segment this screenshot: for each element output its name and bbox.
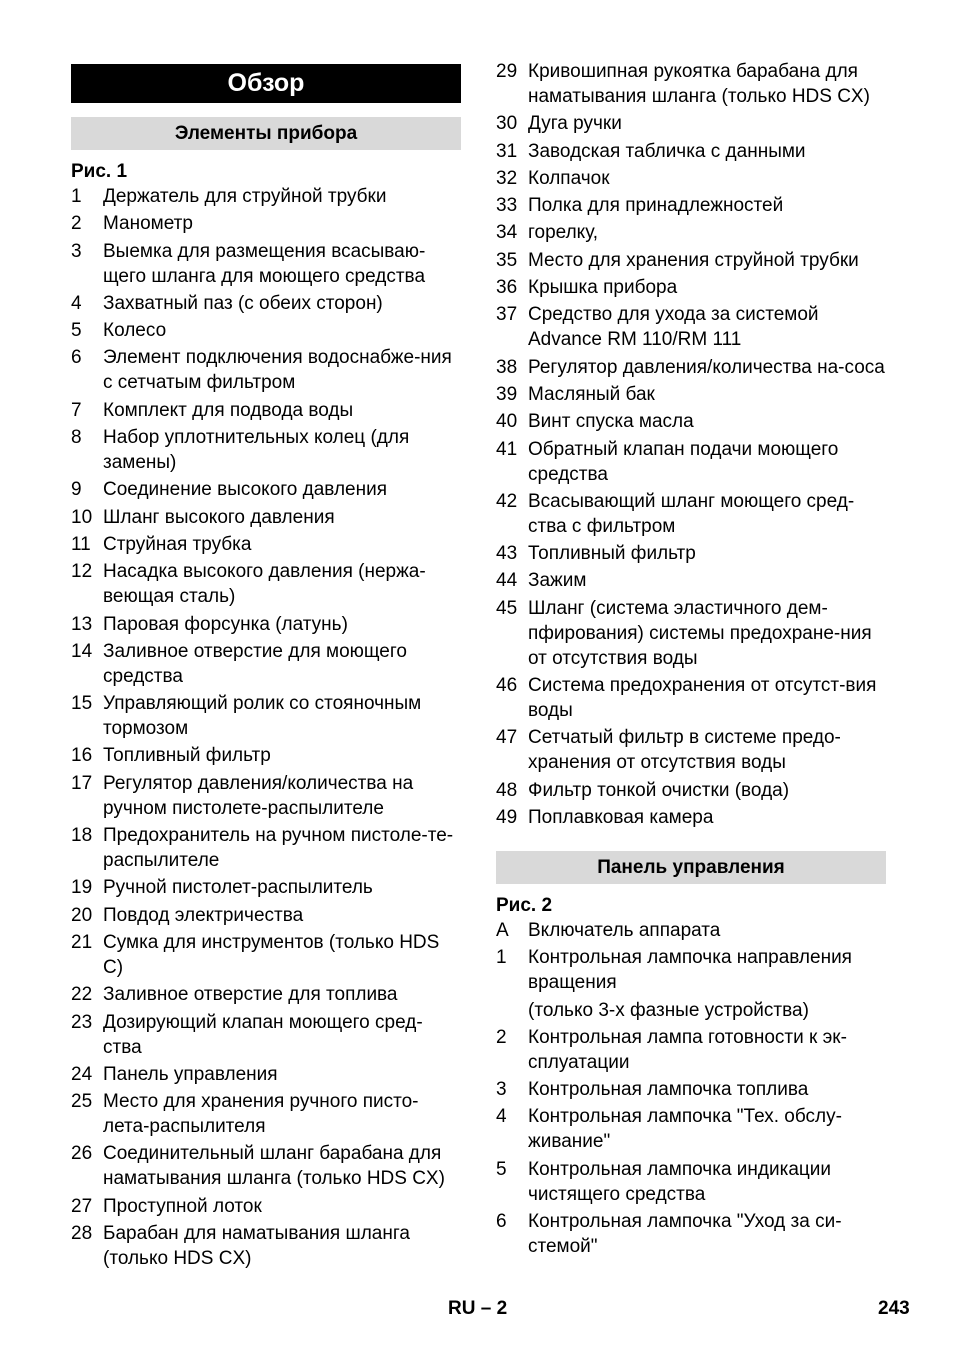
item-number: 8 [71, 427, 82, 449]
item-text: Место для хранения ручного писто-лета-распылителя [103, 1091, 419, 1138]
item-text: Ручной пистолет-распылитель [103, 877, 373, 899]
list-item [496, 437, 886, 487]
item-text: Поплавковая камера [528, 806, 714, 828]
list-item [71, 743, 461, 768]
item-number: 21 [71, 931, 93, 953]
item-number: 43 [496, 543, 518, 565]
list-item [71, 559, 461, 609]
item-number: 38 [496, 356, 518, 378]
list-item [71, 345, 461, 395]
item-number: 34 [496, 222, 518, 244]
list-item [496, 302, 886, 352]
item-number: 7 [71, 399, 82, 421]
list-item [496, 805, 886, 830]
item-text: Управляющий ролик со стояночным тормозом [103, 693, 422, 740]
section-heading-control-panel: Панель управления [496, 851, 886, 884]
item-text: (только 3-х фазные устройства) [528, 999, 809, 1021]
list-item [71, 318, 461, 343]
item-text: Шланг (система эластичного дем-пфирования) системы предохране-ния от отсутствия воды [528, 597, 872, 669]
item-number: 23 [71, 1011, 93, 1033]
footer-section: RU – 2 [448, 1298, 508, 1319]
item-text: Насадка высокого давления (нержа-веющая сталь) [103, 561, 426, 608]
item-number: 37 [496, 304, 518, 326]
list-item [496, 166, 886, 191]
item-number: 2 [496, 1026, 507, 1048]
item-text: Барабан для наматывания шланга (только HDS CX) [103, 1223, 410, 1270]
item-number: 15 [71, 693, 93, 715]
list-item [496, 489, 886, 539]
list-item [71, 184, 461, 209]
item-text: Зажим [528, 570, 587, 592]
page-title: Обзор [71, 64, 461, 103]
item-number: 32 [496, 167, 518, 189]
list-item [71, 612, 461, 637]
list-item [496, 409, 886, 434]
item-text: Заливное отверстие для моющего средства [103, 640, 407, 687]
list-item [71, 425, 461, 475]
item-number: 4 [496, 1106, 507, 1128]
list-item [71, 1089, 461, 1139]
item-number: 22 [71, 984, 93, 1006]
list-item [496, 111, 886, 136]
list-item [71, 1010, 461, 1060]
item-text: Шланг высокого давления [103, 506, 335, 528]
list-item [71, 823, 461, 873]
list-item [496, 596, 886, 671]
list-item [496, 778, 886, 803]
item-text: Заливное отверстие для топлива [103, 984, 398, 1006]
item-number: 4 [71, 292, 82, 314]
list-item [496, 541, 886, 566]
list-item [71, 291, 461, 316]
item-number: 41 [496, 438, 518, 460]
item-text: Кривошипная рукоятка барабана для наматывания шланга (только HDS CX) [528, 61, 870, 107]
item-text: Регулятор давления/количества на-соса [528, 356, 885, 378]
item-number: 27 [71, 1195, 93, 1217]
item-number: 12 [71, 561, 93, 583]
item-text: Крышка прибора [528, 277, 678, 299]
item-number: 40 [496, 411, 518, 433]
item-number: 29 [496, 61, 518, 82]
item-number: 24 [71, 1063, 93, 1085]
item-text: Соединительный шланг барабана для наматывания шланга (только HDS CX) [103, 1143, 445, 1190]
item-text: Контрольная лампочка индикации чистящего средства [528, 1158, 831, 1205]
item-number: 1 [496, 947, 507, 969]
item-text: Регулятор давления/количества на ручном пистолете-распылителе [103, 772, 414, 819]
item-number: 11 [71, 533, 91, 555]
item-text: Масляный бак [528, 383, 655, 405]
item-text: Повдод электричества [103, 904, 304, 926]
list-item [496, 945, 886, 995]
item-text: Предохранитель на ручном пистоле-те-распылителе [103, 825, 454, 872]
list-item [496, 59, 886, 109]
item-text: Полка для принадлежностей [528, 195, 784, 217]
item-number: 18 [71, 825, 93, 847]
list-item [496, 220, 886, 245]
list-item [71, 930, 461, 980]
item-text: Фильтр тонкой очистки (вода) [528, 779, 790, 801]
item-text: Топливный фильтр [103, 745, 271, 767]
list-item [496, 1104, 886, 1154]
page-number: 243 [878, 1298, 910, 1319]
item-number: 6 [496, 1211, 507, 1233]
item-number: 17 [71, 772, 93, 794]
item-number: 6 [71, 347, 82, 369]
list-item [71, 639, 461, 689]
item-text: Контрольная лампочка направления вращения [528, 947, 852, 994]
item-number: 13 [71, 613, 93, 635]
item-text: Заводская табличка с данными [528, 140, 806, 162]
figure-label-1: Рис. 1 [71, 161, 128, 182]
list-item [496, 355, 886, 380]
item-text: Топливный фильтр [528, 543, 696, 565]
item-text: Манометр [103, 213, 193, 235]
list-item [71, 771, 461, 821]
item-number: 39 [496, 383, 518, 405]
list-item [496, 193, 886, 218]
item-number: 33 [496, 195, 518, 217]
item-number: 20 [71, 904, 93, 926]
list-item [496, 673, 886, 723]
list-item [71, 532, 461, 557]
item-text: Обратный клапан подачи моющего средства [528, 438, 839, 485]
list-item [496, 568, 886, 593]
item-text: Панель управления [103, 1063, 278, 1085]
item-number: 45 [496, 597, 518, 619]
item-text: Контрольная лампочка топлива [528, 1079, 809, 1101]
list-item [496, 725, 886, 775]
item-text: Соединение высокого давления [103, 479, 387, 501]
item-number: 26 [71, 1143, 93, 1165]
item-text: Держатель для струйной трубки [103, 186, 387, 207]
item-number: 2 [71, 213, 82, 235]
item-number: 3 [496, 1079, 507, 1101]
item-text: Выемка для размещения всасываю-щего шланга для моющего средства [103, 240, 426, 287]
item-number: 44 [496, 570, 518, 592]
list-item [496, 998, 886, 1023]
item-number: 5 [496, 1158, 507, 1180]
item-text: Система предохранения от отсутст-вия воды [528, 675, 877, 722]
item-text: Контрольная лампочка "Тех. обслу-живание" [528, 1106, 842, 1153]
item-text: Средство для ухода за системой Advance RM 110/RM 111 [528, 304, 819, 351]
list-item [496, 1157, 886, 1207]
item-number: 46 [496, 675, 518, 697]
list-item [496, 1025, 886, 1075]
item-number: 49 [496, 806, 518, 828]
item-text: Набор уплотнительных колец (для замены) [103, 427, 410, 474]
item-number: 14 [71, 640, 93, 662]
list-item [71, 505, 461, 530]
list-item [71, 1221, 461, 1271]
item-text: Элемент подключения водоснабже-ния с сетчатым фильтром [103, 347, 452, 394]
item-number: 5 [71, 320, 82, 342]
item-text: Паровая форсунка (латунь) [103, 613, 348, 635]
device-elements-list-continued [496, 59, 886, 832]
list-item [496, 382, 886, 407]
item-number: 31 [496, 140, 518, 162]
list-item [496, 918, 886, 943]
item-text: Контрольная лампа готовности к эк-сплуатации [528, 1026, 847, 1073]
item-number: 48 [496, 779, 518, 801]
item-text: Сетчатый фильтр в системе предо-хранения от отсутствия воды [528, 727, 841, 774]
item-text: Комплект для подвода воды [103, 399, 354, 421]
item-text: Место для хранения струйной трубки [528, 249, 859, 271]
list-item [71, 1141, 461, 1191]
list-item [71, 982, 461, 1007]
list-item [71, 398, 461, 423]
item-number: 25 [71, 1091, 93, 1113]
device-elements-list [71, 184, 461, 1273]
item-number: 10 [71, 506, 93, 528]
item-text: Винт спуска масла [528, 411, 694, 433]
list-item [496, 248, 886, 273]
list-item [496, 139, 886, 164]
item-number: A [496, 920, 509, 941]
list-item [71, 477, 461, 502]
item-text: Колпачок [528, 167, 610, 189]
list-item [496, 275, 886, 300]
list-item [71, 1062, 461, 1087]
list-item [71, 875, 461, 900]
item-number: 16 [71, 745, 93, 767]
item-number: 30 [496, 113, 518, 135]
item-text: Контрольная лампочка "Уход за си-стемой" [528, 1211, 842, 1258]
item-number: 36 [496, 277, 518, 299]
item-text: Струйная трубка [103, 533, 252, 555]
figure-label-2: Рис. 2 [496, 895, 553, 916]
item-text: Дуга ручки [528, 113, 622, 135]
item-number: 19 [71, 877, 93, 899]
section-heading-device-elements: Элементы прибора [71, 117, 461, 150]
item-number [496, 998, 528, 1023]
item-text: Всасывающий шланг моющего сред-ства с фильтром [528, 490, 855, 537]
item-number: 9 [71, 479, 82, 501]
item-number: 47 [496, 727, 518, 749]
list-item [71, 903, 461, 928]
item-number: 28 [71, 1223, 93, 1245]
list-item [496, 1209, 886, 1259]
item-text: Проступной лоток [103, 1195, 262, 1217]
list-item [71, 1194, 461, 1219]
list-item [496, 1077, 886, 1102]
item-number: 1 [71, 186, 82, 207]
item-text: Захватный паз (с обеих сторон) [103, 292, 383, 314]
item-number: 35 [496, 249, 518, 271]
item-text: Включатель аппарата [528, 920, 721, 941]
list-item [71, 211, 461, 236]
item-text: Колесо [103, 320, 167, 342]
item-number: 42 [496, 490, 518, 512]
list-item [71, 239, 461, 289]
item-text: Дозирующий клапан моющего сред-ства [103, 1011, 423, 1058]
control-panel-list [496, 918, 886, 1261]
item-text: горелку, [528, 222, 599, 244]
list-item [71, 691, 461, 741]
item-number: 3 [71, 240, 82, 262]
item-text: Сумка для инструментов (только HDS C) [103, 931, 440, 978]
